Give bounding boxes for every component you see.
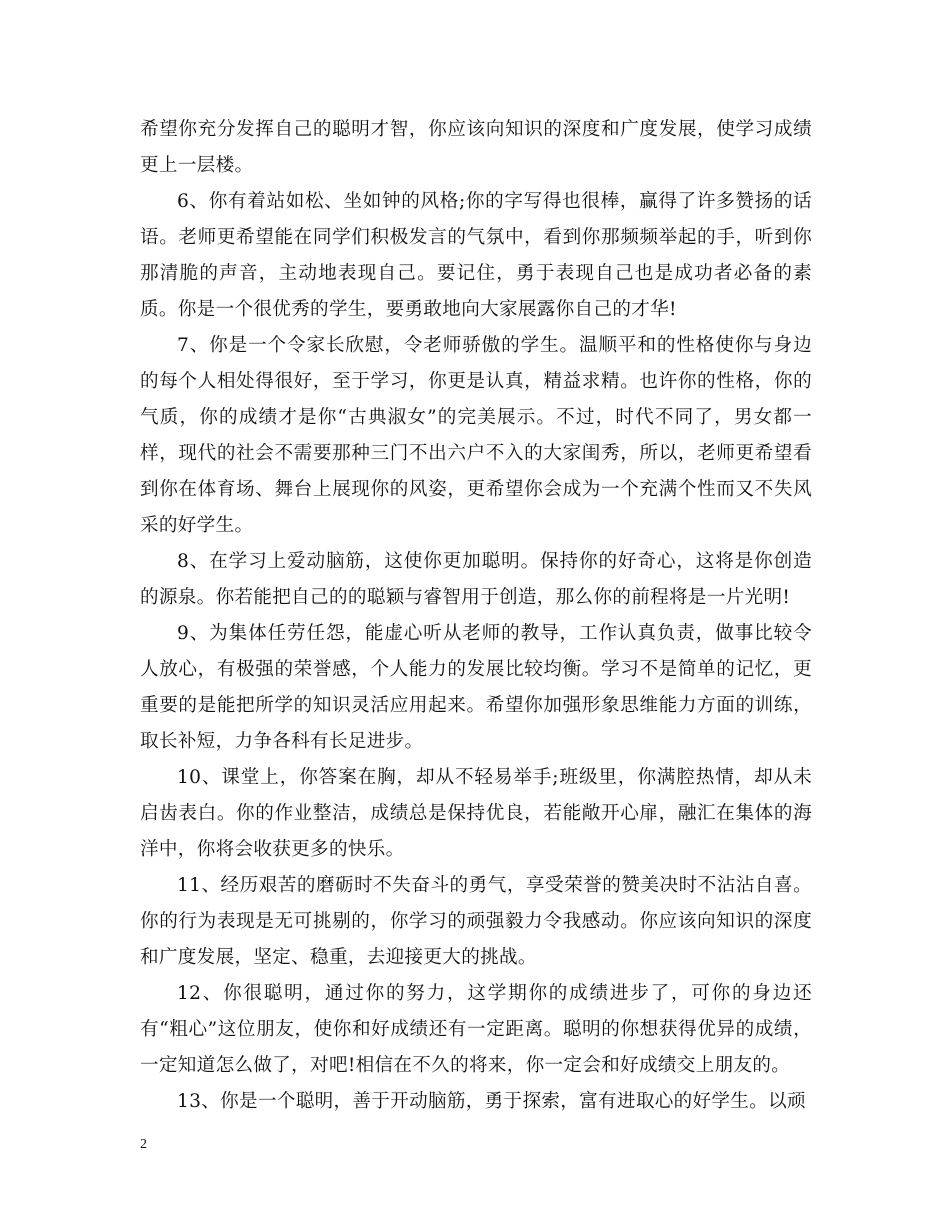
paragraph-continuation: 希望你充分发挥自己的聪明才智，你应该向知识的深度和广度发展，使学习成绩更上一层楼。: [140, 119, 812, 176]
paragraph-item-11: 11、经历艰苦的磨砺时不失奋斗的勇气，享受荣誉的赞美决时不沾沾自喜。你的行为表现是无可挑剔的，你学习的顽强毅力令我感动。你应该向知识的深度和广度发展，坚定、稳重，去迎接更大的挑战。: [140, 875, 812, 968]
document-body: [140, 112, 812, 1120]
paragraph-item-7: 7、你是一个令家长欣慰，令老师骄傲的学生。温顺平和的性格使你与身边的每个人相处得很好，至于学习，你更是认真，精益求精。也许你的性格，你的气质，你的成绩才是你“古典淑女”的完美展示。不过，时代不同了，男女都一样，现代的社会不需要那种三门不出六户不入的大家闺秀，所以，老师更希望看到你在体育场、舞台上展现你的风姿，更希望你会成为一个充满个性而又不失风采的好学生。: [140, 335, 812, 536]
paragraph-item-9: 9、为集体任劳任怨，能虚心听从老师的教导，工作认真负责，做事比较令人放心，有极强的荣誉感，个人能力的发展比较均衡。学习不是简单的记忆，更重要的是能把所学的知识灵活应用起来。希望你加强形象思维能力方面的训练，取长补短，力争各科有长足进步。: [140, 623, 812, 752]
paragraph-item-12: 12、你很聪明，通过你的努力，这学期你的成绩进步了，可你的身边还有“粗心”这位朋友，使你和好成绩还有一定距离。聪明的你想获得优异的成绩，一定知道怎么做了，对吧!相信在不久的将来，你一定会和好成绩交上朋友的。: [140, 983, 812, 1076]
page-number: 2: [140, 1137, 147, 1152]
paragraph-item-10: 10、课堂上，你答案在胸，却从不轻易举手;班级里，你满腔热情，却从未启齿表白。你的作业整洁，成绩总是保持优良，若能敞开心扉，融汇在集体的海洋中，你将会收获更多的快乐。: [140, 767, 812, 860]
paragraph-item-6: 6、你有着站如松、坐如钟的风格;你的字写得也很棒，赢得了许多赞扬的话语。老师更希望能在同学们积极发言的气氛中，看到你那频频举起的手，听到你那清脆的声音，主动地表现自己。要记住，勇于表现自己也是成功者必备的素质。你是一个很优秀的学生，要勇敢地向大家展露你自己的才华!: [140, 191, 812, 320]
paragraph-item-8: 8、在学习上爱动脑筋，这使你更加聪明。保持你的好奇心，这将是你创造的源泉。你若能把自己的的聪颖与睿智用于创造，那么你的前程将是一片光明!: [140, 551, 812, 608]
paragraph-item-13: 13、你是一个聪明，善于开动脑筋，勇于探索，富有进取心的好学生。以顽: [177, 1091, 806, 1112]
